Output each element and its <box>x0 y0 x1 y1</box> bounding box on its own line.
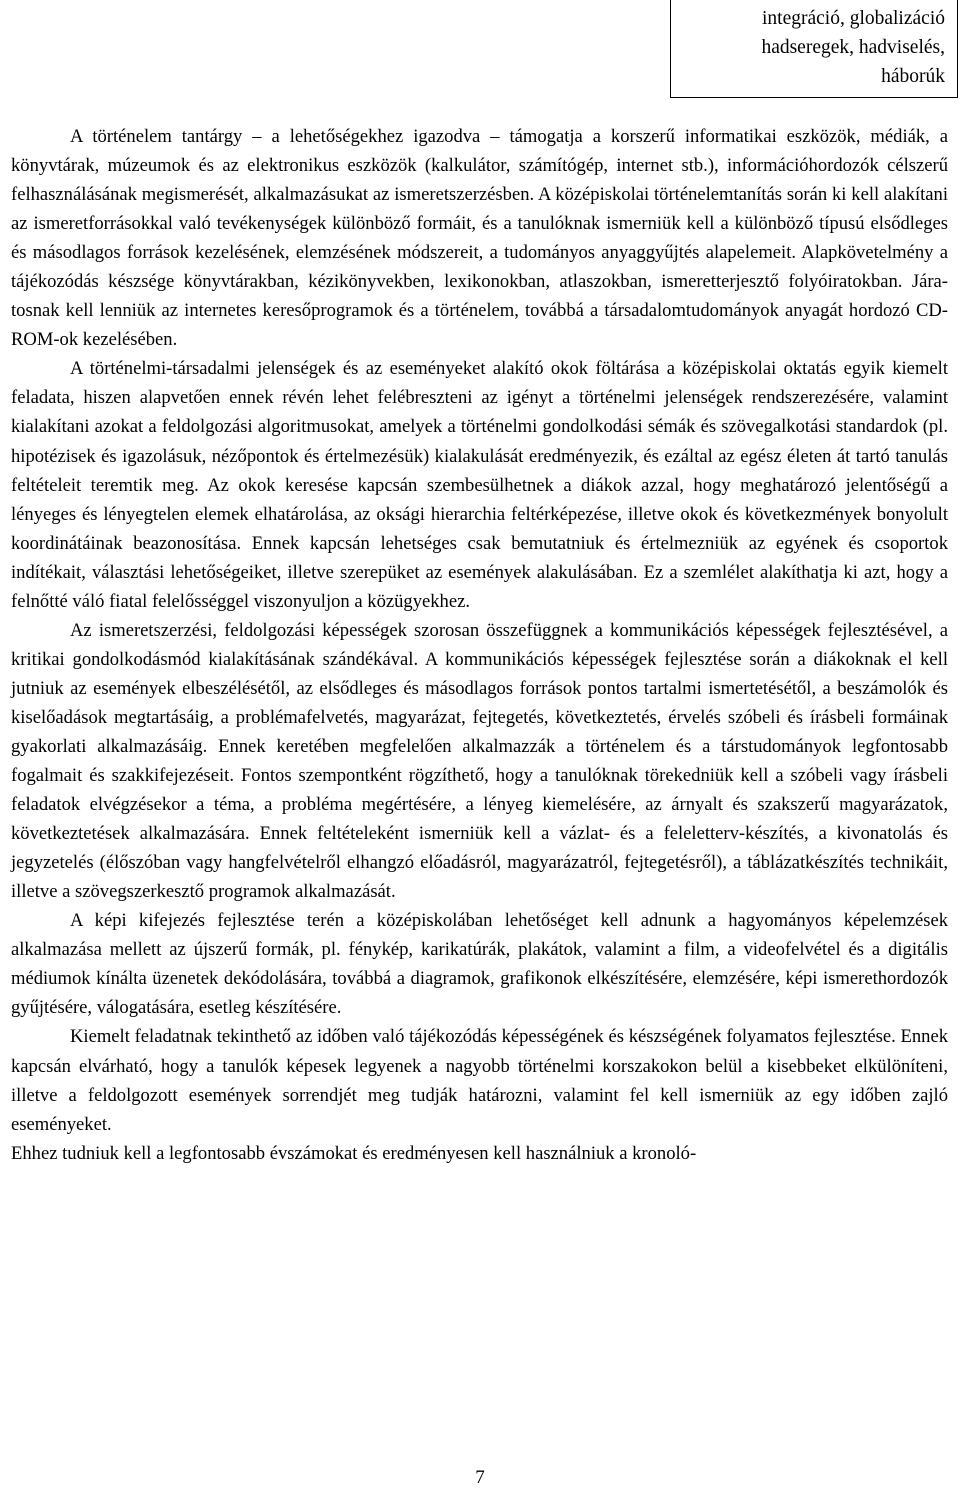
page-number: 7 <box>475 1467 485 1488</box>
paragraph: A képi kifejezés fejlesztése terén a középiskolában lehetőséget kell adnunk a hagyományos képelemzések alkalmazása mellett az újszerű formák, pl. fénykép, karikatúrák, plakátok, valamint a film, a videofelvétel és a digitális médiumok kínálta üzenetek dekódolására, továbbá a diagramok, grafikonok elkészítésére, elemzésére, képi ismerethordozók gyűjtésére, válogatására, esetleg készítésére. <box>11 910 948 1019</box>
topic-list <box>761 4 945 91</box>
topic-item: integráció, globalizáció <box>761 8 945 29</box>
paragraph: Az ismeretszerzési, feldolgozási képességek szorosan összefüggnek a kommunikációs képességek fejlesztésével, a kritikai gondolkodásmód kialakításának szándékával. A kommunikációs képességek fejlesztése során a diákoknak el kell jutniuk az események elbeszélésétől, az elsődleges és másodlagos források pontos tartalmi ismertetésétől, a beszámolók és kiselőadások megtartásáig, a problémafelvetés, magyarázat, fejtegetés, következtetés, érvelés szóbeli és írásbeli formáinak gyakorlati alkalmazásáig. Ennek keretében megfelelően alkalmazzák a történelem és a társtudományok legfontosabb fogalmait és szakkifejezéseit. Fontos szempontként rögzíthető, hogy a tanulóknak törekedniük kell a szóbeli vagy írásbeli feladatok elvégzésekor a téma, a probléma megértésére, a lényeg kiemelésére, az árnyalt és szakszerű magyarázatok, következtetések alkalmazására. Ennek feltételeként ismerniük kell a vázlat- és a feleletterv-készítés, a kivonatolás és jegyzetelés (élőszóban vagy hangfelvételről elhangzó előadásról, magyarázatról, fejtegetésről), a táblázatkészítés technikáit, illetve a szövegszerkesztő programok alkalmazását. <box>11 619 948 903</box>
paragraph: A történelmi-társadalmi jelenségek és az eseményeket alakító okok föltárása a középiskolai oktatás egyik kiemelt feladata, hiszen alapvetően ennek révén lehet felébreszteni az igényt a történelmi jelenségek rendszerezésére, valamint kialakítani azokat a feldolgozási algoritmusokat, amelyek a történelmi gondolkodási sémák és szövegalkotási standardok (pl. hipotézisek és igazolásuk, nézőpontok és értelmezésük) kialakulását eredményezik, és ezáltal az egész életen át tartó tanulás feltételeit teremtik meg. Az okok keresése kapcsán szembesülhetnek a diákok azzal, hogy meghatározó jelentőségű a lényeges és lényegtelen elemek elhatárolása, az oksági hierarchia feltérképezése, illetve okok és következmények bonyolult koordinátáinak beazonosítása. Ennek kapcsán lehetséges csak bemutatniuk és értelmezniük az egyének és csoportok indítékait, választási lehetőségeiket, illetve szerepüket az események alakulásában. Ez a szemlélet alakíthatja ki azt, hogy a felnőtté váló fiatal felelősséggel viszonyuljon a közügyekhez. <box>11 358 948 612</box>
paragraph: Ehhez tudniuk kell a legfontosabb évszámokat és eredményesen kell használniuk a kronoló- <box>11 1142 697 1164</box>
topic-table-cell <box>670 0 958 98</box>
topic-item: háborúk <box>881 66 945 87</box>
paragraph: A történelem tantárgy – a lehetőségekhez igazodva – támogatja a korszerű informatikai eszközök, médiák, a könyvtárak, múzeumok és az elektronikus eszközök (kalkulátor, számítógép, internet stb.), információhordozók célszerű felhasználásának megismerését, alkalmazásukat az ismeretszerzésben. A középiskolai történelemtanítás során ki kell alakítani az ismeretforrásokkal való tevékenységek különböző formáit, és a tanulóknak ismerniük kell a különböző típusú elsődleges és másodlagos források kezelésének, elemzésének módszereit, a tudományos anyaggyűjtés alapelemeit. Alapkövetelmény a tájékozódás készsége könyvtárakban, kézikönyvekben, lexikonokban, atlaszokban, ismeretterjesztő folyóiratokban. Járatosnak kell lenniük az internetes keresőprogramok és a történelem, továbbá a társadalomtudományok anyagát hordozó CD-ROM-ok kezelésében. <box>11 126 948 351</box>
topic-item: hadseregek, hadviselés, <box>761 37 945 58</box>
paragraph: Kiemelt feladatnak tekinthető az időben való tájékozódás képességének és készségének folyamatos fejlesztése. Ennek kapcsán elvárható, hogy a tanulók képesek legyenek a nagyobb történelmi korszakokon belül a kisebbeket elkülöníteni, illetve a feldolgozott események sorrendjét meg tudják határozni, valamint fel kell ismerniük az egy időben zajló eseményeket. <box>11 1026 948 1135</box>
body-text <box>11 122 948 1168</box>
